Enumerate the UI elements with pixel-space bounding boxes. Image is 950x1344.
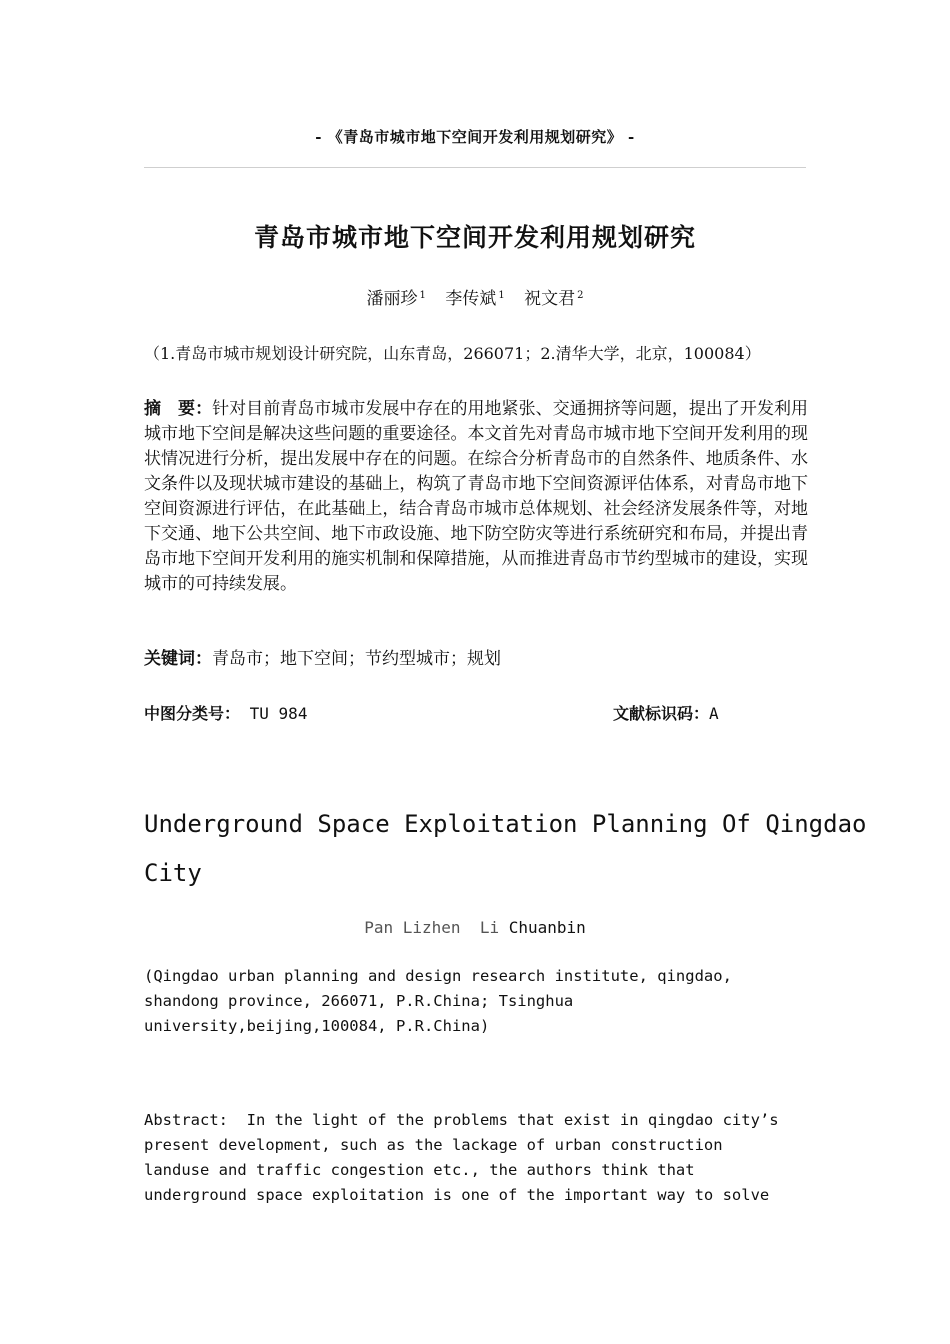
- english-authors-light: Pan Lizhen Li: [364, 918, 509, 937]
- keywords-label: 关键词：: [144, 649, 212, 669]
- abstract-text: 针对目前青岛市城市发展中存在的用地紧张、交通拥挤等问题，提出了开发利用城市地下空间是解决这些问题的重要途径。本文首先对青岛市城市地下空间开发利用的现状情况进行分析，提出发展中存在的问题。在综合分析青岛市的自然条件、地质条件、水文条件以及现状城市建设的基础上，构筑了青岛市地下空间资源评估体系，对青岛市地下空间资源进行评估，在此基础上，结合青岛市城市总体规划、社会经济发展条件等，对地下交通、地下公共空间、地下市政设施、地下防空防灾等进行系统研究和布局，并提出青岛市地下空间开发利用的施实机制和保障措施，从而推进青岛市节约型城市的建设，实现城市的可持续发展。: [144, 399, 809, 594]
- running-head: - 《青岛市城市地下空间开发利用规划研究》 -: [315, 128, 635, 146]
- document-code: [613, 701, 719, 724]
- english-abstract-line: landuse and traffic congestion etc., the authors think that: [144, 1161, 695, 1179]
- keywords: [144, 644, 808, 669]
- abstract-chinese: [144, 397, 808, 597]
- paper-title: 青岛市城市地下空间开发利用规划研究: [253, 223, 696, 252]
- english-affiliation: [144, 964, 808, 1039]
- affiliation: （1.青岛市城市规划设计研究院，山东青岛，266071；2.清华大学，北京，100084）: [144, 344, 761, 363]
- author-affiliation-mark: 1: [498, 290, 505, 301]
- classification-value: TU 984: [240, 704, 308, 723]
- author-list: [0, 284, 950, 309]
- english-abstract-line: underground space exploitation is one of the important way to solve: [144, 1186, 770, 1204]
- keywords-text: 青岛市；地下空间；节约型城市；规划: [212, 649, 501, 669]
- author-affiliation-mark: 2: [577, 290, 584, 301]
- english-affiliation-line: shandong province, 266071, P.R.China; Tsinghua: [144, 992, 574, 1010]
- english-title-line: Underground Space Exploitation Planning Of Qingdao: [144, 810, 867, 838]
- author-name: 祝文君: [524, 289, 576, 309]
- header-divider: [144, 167, 806, 168]
- author-name: 李传斌: [445, 289, 497, 309]
- author-affiliation-mark: 1: [419, 290, 426, 301]
- document-code-value: A: [709, 704, 719, 723]
- english-title-line: City: [144, 859, 202, 887]
- english-affiliation-line: university,beijing,100084, P.R.China): [144, 1017, 490, 1035]
- classification-number: [144, 701, 307, 724]
- abstract-label: 摘 要：: [144, 399, 213, 419]
- author-name: 潘丽珍: [366, 289, 418, 309]
- english-abstract-line: Abstract: In the light of the problems that exist in qingdao city’s: [144, 1111, 779, 1129]
- classification-label: 中图分类号：: [144, 704, 241, 723]
- english-abstract-line: present development, such as the lackage of urban construction: [144, 1136, 723, 1154]
- english-abstract: [144, 1108, 808, 1208]
- english-authors: [0, 918, 950, 937]
- english-affiliation-line: (Qingdao urban planning and design research institute, qingdao,: [144, 967, 732, 985]
- english-authors-dark: Chuanbin: [508, 918, 586, 937]
- document-code-label: 文献标识码：: [613, 704, 710, 723]
- english-title: [144, 800, 867, 898]
